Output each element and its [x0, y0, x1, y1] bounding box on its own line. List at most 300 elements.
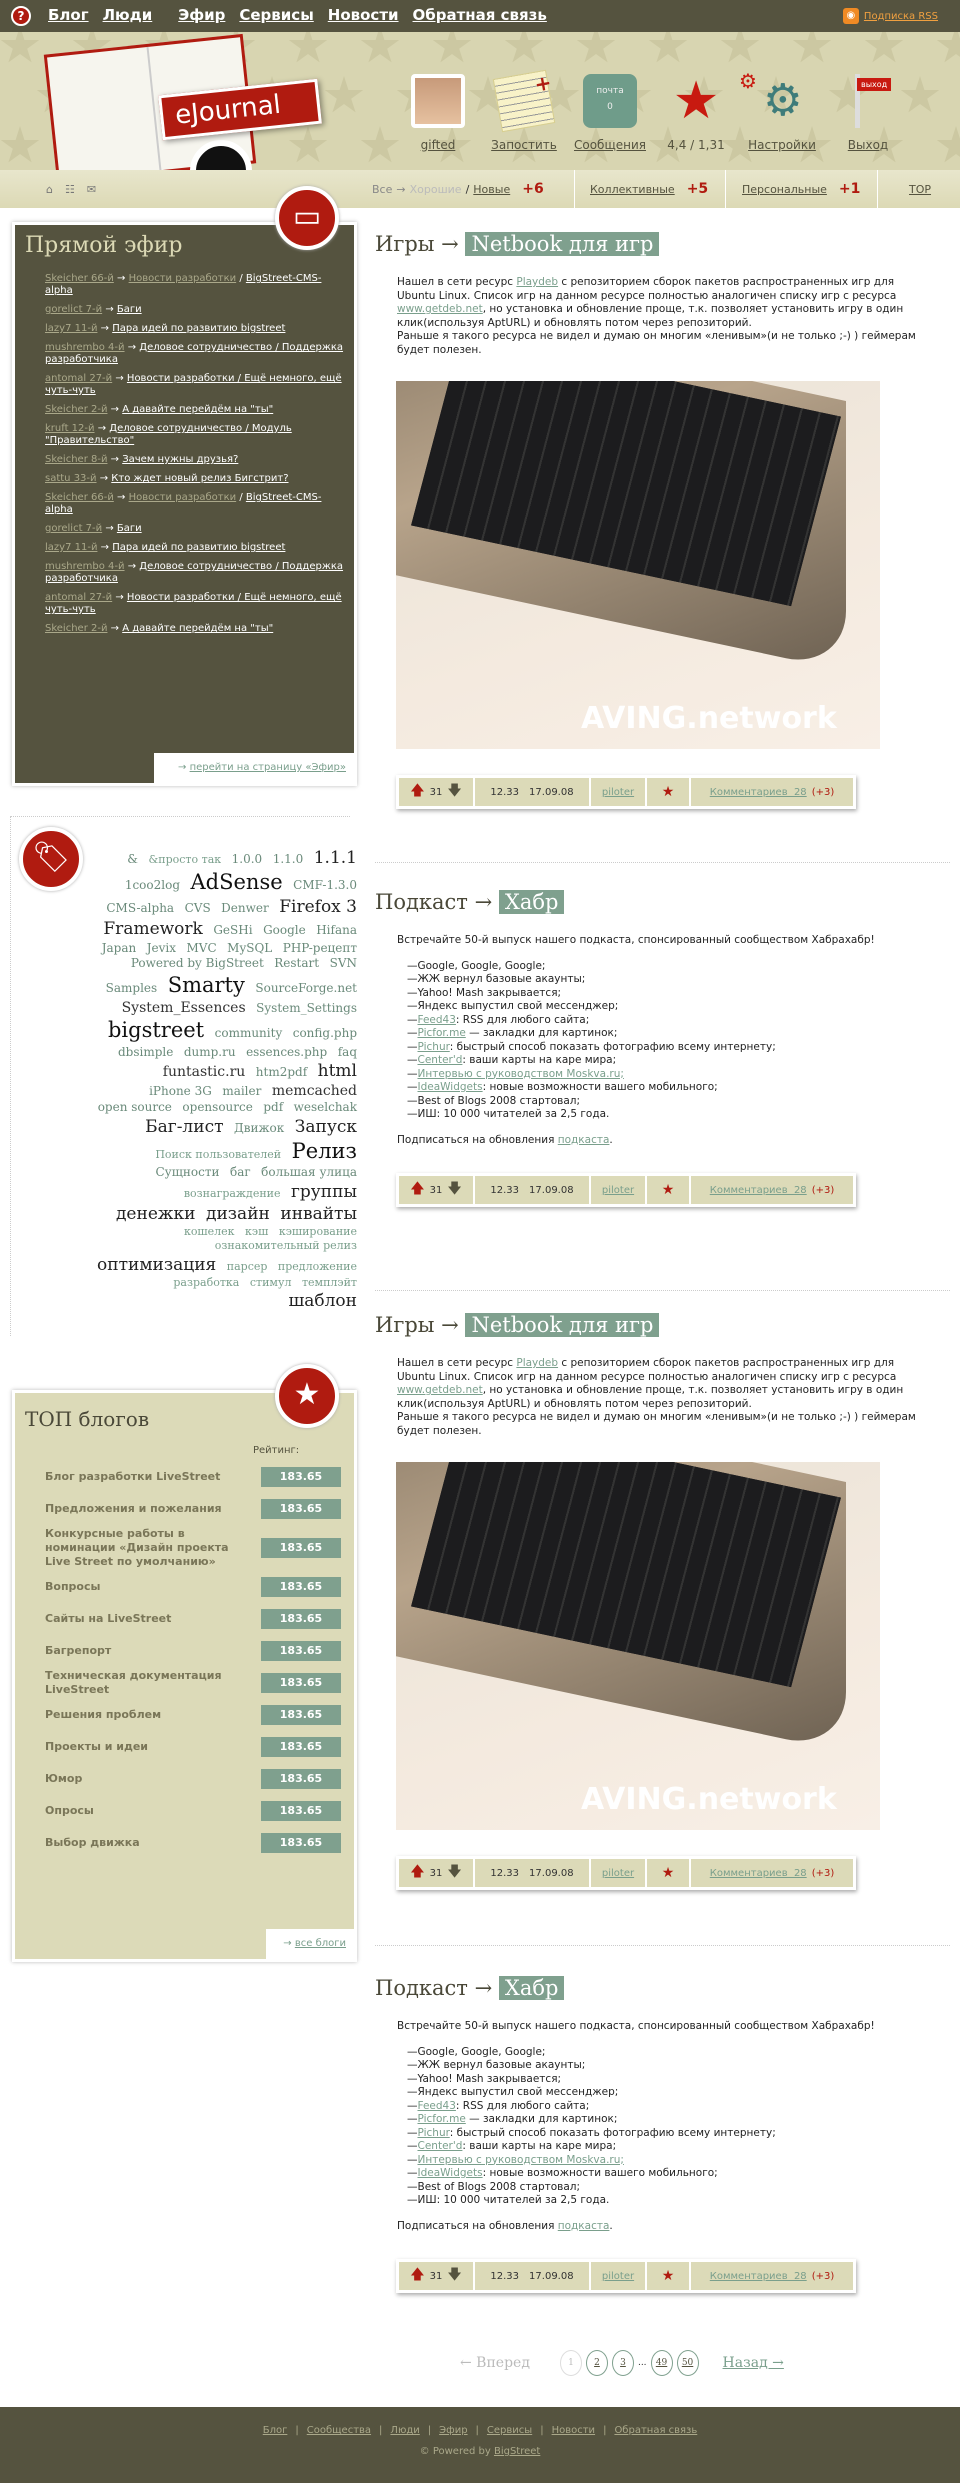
podcast-topic: [407, 1054, 917, 1068]
live-user-link[interactable]: Skeicher 8-й: [45, 454, 108, 465]
live-user-link[interactable]: lazy7 11-й: [45, 323, 98, 334]
mailbox-label: почта: [596, 86, 624, 96]
post-title-link[interactable]: Netbook для игр: [465, 1313, 659, 1337]
arrow: →: [474, 1976, 493, 2000]
tag-link[interactable]: PHP-рецепт: [282, 940, 357, 955]
live-topic-link[interactable]: Пара идей по развитию bigstreet: [112, 542, 286, 553]
vote-box: [399, 2262, 475, 2290]
tag-link[interactable]: opensource: [182, 1100, 253, 1115]
post-paragraph: Раньше я такого ресурса не видел и думаю он многим «ленивым»(и не только ;-) ) геймерам будет полезен.: [397, 1411, 916, 1437]
tag-link[interactable]: memcached: [271, 1083, 357, 1100]
live-topic-link[interactable]: Новости разработки / Ещё немного, ещё чуть-чуть: [45, 592, 342, 615]
post-photo: [396, 1462, 880, 1830]
topic-link[interactable]: Center'd: [417, 1054, 463, 1066]
topic-link[interactable]: Picfor.me: [417, 1027, 466, 1039]
tag-icon: 🏷: [19, 827, 83, 891]
filter-personal[interactable]: Персональные: [742, 182, 827, 196]
live-topic-link[interactable]: А давайте перейдём на "ты": [122, 623, 274, 634]
tag-link[interactable]: Samples: [105, 980, 158, 995]
profile-item-post[interactable]: [481, 62, 567, 170]
podcast-topic: [407, 1027, 917, 1041]
topic-text: —Яндекс выпустил свой мессенджер;: [407, 1000, 619, 1012]
favorite-star-icon[interactable]: ★: [661, 1182, 675, 1198]
live-user-link[interactable]: sattu 33-й: [45, 473, 97, 484]
tag-link[interactable]: Restart: [274, 956, 320, 971]
vote-up-icon[interactable]: 🡅: [410, 783, 425, 799]
live-item: lazy7 11-й → Пара идей по развитию bigstreet: [45, 542, 286, 553]
post-divider: [375, 1290, 950, 1291]
settings-link[interactable]: Настройки: [748, 138, 816, 152]
top-blog-row: [45, 1829, 341, 1857]
site-logo[interactable]: eJournal: [158, 79, 322, 140]
tag-link[interactable]: большая улица: [261, 1165, 357, 1180]
topic-link[interactable]: IdeaWidgets: [417, 2167, 483, 2179]
filter-bar: [0, 170, 960, 208]
profile-item-messages[interactable]: [567, 62, 653, 170]
post-time: 12.33: [490, 1184, 520, 1196]
top-blog-rating: 183.65: [261, 1705, 341, 1725]
tag-link[interactable]: Релиз: [291, 1139, 357, 1164]
dash: —: [407, 1040, 418, 1053]
tag-link[interactable]: денежки: [115, 1204, 196, 1225]
tag-link[interactable]: Japan: [101, 940, 137, 955]
home-icon[interactable]: ⌂: [46, 183, 53, 196]
tag-link[interactable]: Jevix: [146, 940, 177, 955]
tag-link[interactable]: кэш: [245, 1225, 269, 1239]
tag-link[interactable]: Поиск пользователей: [155, 1148, 282, 1162]
top-blog-row: [45, 1495, 341, 1523]
nav-people[interactable]: Люди: [102, 6, 153, 24]
tag-link[interactable]: баг: [229, 1165, 251, 1180]
tag-link[interactable]: кошелек: [183, 1225, 235, 1239]
tag-link[interactable]: 1.1.1: [313, 848, 357, 868]
all-blogs-link[interactable]: все блоги: [294, 1938, 346, 1949]
tag-link[interactable]: open source: [97, 1100, 172, 1115]
footer-link[interactable]: Эфир: [439, 2425, 468, 2436]
tag-link[interactable]: Google: [263, 923, 306, 938]
top-blog-link[interactable]: Решения проблем: [45, 1708, 162, 1721]
tag-link[interactable]: Smarty: [167, 972, 245, 997]
star-icon: ★: [672, 71, 720, 131]
post-divider: [375, 1945, 950, 1946]
post-time: 12.33: [490, 2270, 520, 2282]
post-paragraph: Раньше я такого ресурса не видел и думаю он многим «ленивым»(и не только ;-) ) геймерам будет полезен.: [397, 330, 916, 356]
filter-collective[interactable]: Коллективные: [590, 182, 675, 196]
top-blog-rating: 183.65: [261, 1641, 341, 1661]
topic-link[interactable]: Pichur: [417, 2126, 450, 2139]
comments-link[interactable]: Комментариев 28: [709, 786, 807, 798]
tag-link[interactable]: CVS: [184, 901, 211, 916]
live-user-link[interactable]: Skeicher 2-й: [45, 404, 108, 415]
tag-link[interactable]: dbsimple: [117, 1044, 174, 1059]
rating-header: Рейтинг:: [253, 1445, 300, 1456]
tag-link[interactable]: funtastic.ru: [162, 1064, 246, 1081]
tag-link[interactable]: mailer: [222, 1084, 262, 1099]
filter-top[interactable]: TOP: [909, 182, 932, 196]
topic-link[interactable]: IdeaWidgets: [417, 1081, 483, 1093]
tag-link[interactable]: парсер: [226, 1259, 268, 1273]
tag-link[interactable]: SVN: [329, 956, 357, 971]
live-user-link[interactable]: antomal 27-й: [45, 592, 113, 603]
tag-link[interactable]: AdSense: [190, 870, 283, 895]
tag-link[interactable]: 1coo2log: [124, 878, 180, 893]
topic-text: : RSS для любого сайта;: [455, 1013, 590, 1026]
tag-link[interactable]: CMS-alpha: [106, 901, 175, 916]
nav-blog[interactable]: Блог: [48, 6, 89, 24]
top-blog-link[interactable]: Техническая документация LiveStreet: [45, 1669, 222, 1696]
tag-link[interactable]: html: [317, 1061, 357, 1082]
live-topic-link[interactable]: Зачем нужны друзья?: [122, 454, 239, 465]
live-topic-link[interactable]: Деловое сотрудничество / Поддержка разработчика: [45, 342, 344, 365]
top-blog-link[interactable]: Проекты и идеи: [45, 1740, 149, 1753]
sitemap-icon[interactable]: ☷: [64, 183, 75, 196]
top-blog-link[interactable]: Конкурсные работы в номинации «Дизайн проекта Live Street по умолчанию»: [45, 1527, 229, 1568]
pager-next[interactable]: Назад →: [722, 2355, 784, 2371]
vote-down-icon[interactable]: 🡇: [447, 2267, 462, 2283]
avatar: [411, 74, 465, 128]
post-blog-link[interactable]: Игры: [375, 232, 435, 256]
tag-link[interactable]: Hifana: [316, 923, 357, 938]
tag-link[interactable]: System_Essences: [121, 1000, 246, 1017]
footer-link[interactable]: Люди: [390, 2425, 420, 2436]
live-user-link[interactable]: mushrembo 4-й: [45, 342, 125, 353]
bg-star-shape: [432, 32, 472, 66]
live-user-link[interactable]: Skeicher 66-й: [45, 492, 114, 503]
favorite-star-icon[interactable]: ★: [661, 1865, 675, 1881]
tag-link[interactable]: вознаграждение: [183, 1187, 281, 1200]
vote-up-icon[interactable]: 🡅: [410, 1181, 425, 1197]
post-paragraph: [397, 1357, 917, 1411]
post-blog-link[interactable]: Игры: [375, 1313, 435, 1337]
topic-link[interactable]: Интервью с руководством Moskva.ru;: [417, 2153, 624, 2166]
tag-link[interactable]: кэширование: [278, 1225, 357, 1239]
post-blog-link[interactable]: Подкаст: [375, 890, 468, 914]
vote-down-icon[interactable]: 🡇: [447, 783, 462, 799]
text: Нашел в сети ресурс: [397, 1357, 517, 1369]
top-blog-row: [45, 1463, 341, 1491]
tag-link[interactable]: ознакомительный релиз: [214, 1239, 357, 1253]
post-datetime: [475, 2262, 591, 2290]
text: Нашел в сети ресурс: [397, 276, 517, 288]
live-page-link[interactable]: перейти на страницу «Эфир»: [189, 762, 346, 773]
topic-text: —Yahoo! Mash закрывается;: [407, 2072, 562, 2085]
live-user-link[interactable]: lazy7 11-й: [45, 542, 98, 553]
arrow: →: [283, 1938, 292, 1949]
top-blog-link[interactable]: Вопросы: [45, 1580, 101, 1593]
vote-up-icon[interactable]: 🡅: [410, 2267, 425, 2283]
tag-link[interactable]: Powered by BigStreet: [130, 956, 264, 971]
tag-link[interactable]: дизайн: [205, 1204, 270, 1225]
post-title-link[interactable]: Netbook для игр: [465, 232, 659, 256]
topic-link[interactable]: Picfor.me: [417, 2113, 466, 2125]
live-user-link[interactable]: Skeicher 66-й: [45, 273, 114, 284]
footer-link[interactable]: Сообщества: [306, 2425, 372, 2436]
tag-cloud: [10, 816, 357, 1336]
tag-link[interactable]: Баг-лист: [145, 1117, 224, 1138]
favorite-star-icon[interactable]: ★: [661, 2268, 675, 2284]
live-topic-link[interactable]: Новости разработки / Ещё немного, ещё чуть-чуть: [45, 373, 342, 396]
page-49[interactable]: 49: [651, 2350, 673, 2376]
tag-link[interactable]: разработка: [173, 1275, 240, 1289]
tag-link[interactable]: Сущности: [155, 1165, 220, 1180]
tag-link[interactable]: System_Settings: [256, 1001, 357, 1016]
dash: —: [407, 1027, 418, 1039]
post-author-link[interactable]: piloter: [601, 1184, 635, 1196]
tag-link[interactable]: Движок: [234, 1121, 285, 1136]
nav-news[interactable]: Новости: [327, 6, 399, 24]
page-2[interactable]: 2: [586, 2350, 608, 2376]
footer-link[interactable]: Новости: [551, 2425, 596, 2436]
live-topic-link[interactable]: Баги: [116, 304, 142, 315]
top-blog-link[interactable]: Предложения и пожелания: [45, 1502, 222, 1515]
post-body: [397, 1357, 917, 1438]
dash: —: [407, 2099, 418, 2112]
profile-item-settings[interactable]: [739, 62, 825, 170]
post-link[interactable]: Запостить: [491, 138, 557, 152]
tag-link[interactable]: MySQL: [227, 940, 273, 955]
live-blog-link[interactable]: Новости разработки: [128, 492, 237, 503]
tag-link[interactable]: оптимизация: [97, 1254, 217, 1275]
dash: —: [407, 2126, 418, 2139]
vote-down-icon[interactable]: 🡇: [447, 1181, 462, 1197]
post-datetime: [475, 778, 591, 806]
post: [375, 890, 950, 1207]
tag-link[interactable]: шаблон: [288, 1291, 357, 1312]
post-author-link[interactable]: piloter: [601, 786, 635, 798]
footer-link[interactable]: Обратная связь: [614, 2425, 698, 2436]
tag-link[interactable]: CMF-1.3.0: [293, 878, 357, 893]
tag-link[interactable]: Denwer: [221, 901, 269, 916]
bigstreet-link[interactable]: BigStreet: [493, 2446, 541, 2457]
exit-sign-icon: [841, 74, 895, 128]
live-item: gorelict 7-й → Баги: [45, 304, 142, 315]
tag-link[interactable]: инвайты: [280, 1204, 357, 1225]
all-blogs: [266, 1929, 354, 1959]
post-paragraph: [397, 276, 917, 330]
top-blog-row: [45, 1701, 341, 1729]
tag-link[interactable]: &просто так: [148, 853, 222, 866]
dash: —: [407, 1067, 418, 1080]
powered-by: [0, 2446, 960, 2457]
tag-link[interactable]: 1.0.0: [231, 852, 263, 866]
top-blog-link[interactable]: Багрепорт: [45, 1644, 112, 1657]
topic-text: —ЖЖ вернул базовые акаунты;: [407, 2059, 586, 2071]
podcast-topic: [407, 1014, 917, 1028]
vote-count: 31: [429, 786, 443, 798]
tag-link[interactable]: темплэйт: [301, 1275, 357, 1289]
tag-link[interactable]: SourceForge.net: [255, 980, 357, 995]
tag-link[interactable]: bigstreet: [107, 1018, 205, 1043]
comments-link[interactable]: Комментариев 28: [709, 1867, 807, 1879]
tag-link[interactable]: iPhone 3G: [149, 1084, 212, 1099]
live-item: Skeicher 66-й → Новости разработки / BigStreet-CMS-alpha: [45, 492, 322, 515]
subscribe-line: [397, 1134, 917, 1148]
live-item: antomal 27-й → Новости разработки / Ещё немного, ещё чуть-чуть: [45, 592, 342, 615]
post-title: [375, 1313, 950, 1337]
post-date: 17.09.08: [529, 2270, 574, 2282]
topic-link[interactable]: Feed43: [417, 1013, 456, 1026]
tag-link[interactable]: htm2pdf: [255, 1065, 308, 1080]
topic-link[interactable]: Pichur: [417, 1040, 450, 1053]
bg-star-shape: [936, 32, 960, 66]
tag-link[interactable]: faq: [337, 1044, 357, 1059]
tag-link[interactable]: config.php: [292, 1026, 357, 1041]
arrow: →: [474, 890, 493, 914]
live-topic-link[interactable]: Деловое сотрудничество / Поддержка разработчика: [45, 561, 344, 584]
tag-link[interactable]: pdf: [263, 1100, 284, 1115]
bg-star-shape: [504, 32, 544, 66]
dash: —: [407, 2153, 418, 2166]
comments-link[interactable]: Комментариев 28: [709, 2270, 807, 2282]
text: .: [609, 1133, 613, 1146]
live-user-link[interactable]: gorelict 7-й: [45, 304, 103, 315]
live-topic-link[interactable]: BigStreet-CMS-alpha: [45, 492, 322, 515]
podcast-subscribe-link[interactable]: подкаста: [557, 2219, 610, 2232]
live-user-link[interactable]: Skeicher 2-й: [45, 623, 108, 634]
new-comments-count: (+3): [811, 1867, 835, 1879]
top-blog-link[interactable]: Выбор движка: [45, 1836, 140, 1849]
logout-link[interactable]: Выход: [847, 138, 889, 152]
post-footer: [396, 775, 856, 809]
post-title-link[interactable]: Хабр: [499, 1976, 565, 2000]
tag-link[interactable]: community: [214, 1026, 283, 1041]
tag-link[interactable]: Запуск: [294, 1117, 357, 1138]
help-icon[interactable]: ?: [11, 6, 31, 26]
podcast-topic: [407, 2194, 917, 2208]
live-topic-link[interactable]: BigStreet-CMS-alpha: [45, 273, 322, 296]
text: , но установка и обновление проще, т.к. позволяет установить игру в один клик(используя AptURL) и обновлять потом через репозиторий.: [397, 303, 904, 329]
top-blog-rating: 183.65: [261, 1467, 341, 1487]
top-blog-link[interactable]: Опросы: [45, 1804, 94, 1817]
new-count: +6: [522, 181, 544, 197]
live-topic-link[interactable]: Пара идей по развитию bigstreet: [112, 323, 286, 334]
nav-live[interactable]: Эфир: [178, 6, 226, 24]
filter-good[interactable]: Хорошие: [409, 182, 462, 196]
post-footer: [396, 1173, 856, 1207]
top-blog-link[interactable]: Сайты на LiveStreet: [45, 1612, 172, 1625]
filter-all[interactable]: Все: [372, 182, 393, 196]
mail-icon[interactable]: ✉: [86, 183, 97, 196]
post-author-link[interactable]: piloter: [601, 2270, 635, 2282]
separator: |: [603, 2425, 607, 2436]
live-user-link[interactable]: antomal 27-й: [45, 373, 113, 384]
post-body: [397, 2020, 917, 2233]
top-blog-link[interactable]: Юмор: [45, 1772, 83, 1785]
live-user-link[interactable]: gorelict 7-й: [45, 523, 103, 534]
topic-link[interactable]: Feed43: [417, 2099, 456, 2112]
topic-text: —ИШ: 10 000 читателей за 2,5 года.: [407, 1108, 610, 1120]
new-comments-count: (+3): [811, 786, 835, 798]
gears-icon: ⚙ ⚙: [739, 69, 803, 126]
separator: |: [540, 2425, 544, 2436]
username-link[interactable]: gifted: [420, 138, 456, 152]
top-blog-link[interactable]: Блог разработки LiveStreet: [45, 1470, 221, 1483]
footer-link[interactable]: Сервисы: [486, 2425, 533, 2436]
tag-link[interactable]: стимул: [249, 1275, 292, 1289]
topic-link[interactable]: Center'd: [417, 2140, 463, 2152]
tag-link[interactable]: 1.1.0: [272, 852, 304, 866]
comments-link[interactable]: Комментариев 28: [709, 1184, 807, 1196]
tag-link[interactable]: weselchak: [293, 1100, 357, 1115]
filter-personal-group: [742, 170, 860, 208]
tag-link[interactable]: MVC: [186, 940, 217, 955]
top-blog-row: [45, 1605, 341, 1633]
post-title-link[interactable]: Хабр: [499, 890, 565, 914]
filter-new[interactable]: Новые: [473, 182, 511, 196]
tag-link[interactable]: Firefox 3: [279, 897, 357, 918]
new-comments-count: (+3): [811, 1184, 835, 1196]
post-time: 12.33: [490, 786, 520, 798]
post-title: [375, 890, 950, 914]
topic-link[interactable]: Интервью с руководством Moskva.ru;: [417, 1067, 624, 1080]
post-footer: [396, 2259, 856, 2293]
live-blog-link[interactable]: Новости разработки: [128, 273, 237, 284]
live-topic-link[interactable]: А давайте перейдём на "ты": [122, 404, 274, 415]
playdeb-link[interactable]: Playdeb: [516, 1357, 559, 1369]
tag-link[interactable]: Framework: [103, 919, 203, 940]
bg-star-shape: [720, 32, 760, 66]
page-3[interactable]: 3: [612, 2350, 634, 2376]
live-user-link[interactable]: kruft 12-й: [45, 423, 95, 434]
podcast-topic: [407, 2154, 917, 2168]
tag-link[interactable]: предложение: [277, 1259, 357, 1273]
vote-count: 31: [429, 1184, 443, 1196]
tag-link[interactable]: группы: [291, 1182, 357, 1202]
live-topic-link[interactable]: Кто ждет новый релиз Бигстрит?: [111, 473, 289, 484]
tag-link[interactable]: GeSHi: [213, 923, 253, 938]
live-topic-link[interactable]: Деловое сотрудничество / Модуль "Правительство": [45, 423, 292, 446]
profile-item-user[interactable]: [395, 62, 481, 170]
live-item: mushrembo 4-й → Деловое сотрудничество / Поддержка разработчика: [45, 342, 344, 365]
collective-count: +5: [686, 181, 709, 197]
tag-link[interactable]: &: [127, 852, 138, 866]
top-blogs-panel: [12, 1390, 357, 1962]
rss-link[interactable]: Подписка RSS: [863, 10, 938, 22]
profile-item-logout[interactable]: [825, 62, 911, 170]
nav-feedback[interactable]: Обратная связь: [412, 6, 547, 24]
live-topic-link[interactable]: Баги: [116, 523, 142, 534]
vote-down-icon[interactable]: 🡇: [447, 1864, 462, 1880]
getdeb-link[interactable]: www.getdeb.net: [397, 303, 483, 315]
podcast-topic: [407, 2046, 917, 2060]
post-author-link[interactable]: piloter: [601, 1867, 635, 1879]
text: с репозиторием сборок пакетов распространенных игр для Ubuntu Linux. Список игр на данном ресурсе полностью аналогичен списку игр с ресурса: [397, 276, 897, 302]
page-50[interactable]: 50: [677, 2350, 699, 2376]
messages-link[interactable]: Сообщения: [573, 138, 646, 152]
playdeb-link[interactable]: Playdeb: [516, 276, 559, 288]
tag-link[interactable]: essences.php: [246, 1044, 328, 1059]
footer-link[interactable]: Блог: [262, 2425, 288, 2436]
rss-subscribe[interactable]: [843, 8, 938, 24]
tag-link[interactable]: dump.ru: [183, 1044, 236, 1059]
podcast-topic: [407, 960, 917, 974]
nav-services[interactable]: Сервисы: [239, 6, 314, 24]
post-title: [375, 232, 950, 256]
vote-up-icon[interactable]: 🡅: [410, 1864, 425, 1880]
top-blog-rating: 183.65: [261, 1769, 341, 1789]
favorite-star-icon[interactable]: ★: [661, 784, 675, 800]
post-blog-link[interactable]: Подкаст: [375, 1976, 468, 2000]
podcast-subscribe-link[interactable]: подкаста: [557, 1133, 610, 1146]
photo-watermark: AVING.network: [581, 701, 837, 736]
podcast-topic: [407, 2181, 917, 2195]
topic-text: : новые возможности вашего мобильного;: [482, 2167, 718, 2179]
top-blog-row: [45, 1527, 341, 1569]
live-feed-list: [45, 273, 349, 642]
bg-star-shape: [360, 32, 400, 66]
getdeb-link[interactable]: www.getdeb.net: [397, 1384, 483, 1396]
live-user-link[interactable]: mushrembo 4-й: [45, 561, 125, 572]
